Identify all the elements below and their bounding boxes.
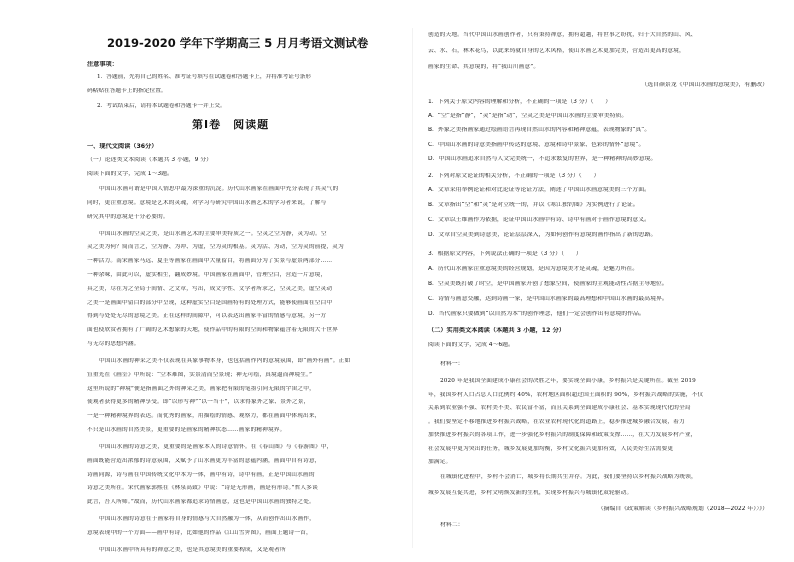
practical-line-after-2: 城乡发展互促共进，乡村文明焕发新的生机，实现乡村振兴与城镇化双轮驱动。 [428, 490, 633, 496]
question-2-option-a: A．文章采用举例论证和对比论证等论证方法，阐述了中国山水画意境美的三个方面。 [428, 187, 650, 193]
passage-line: 诗画同源，诗与画在中国传统文化中本为一体，画中有诗，诗中有画，正是中国山水画的 [87, 471, 315, 478]
question-2-stem: 2．下列对原文论证的相关分析，不正确的一项是（3 分）（ ） [428, 173, 600, 179]
passage-line: 中国山水画中所具有的禅意之美，也是其意境美的重要构成，又是观者所 [99, 547, 286, 553]
passage-line: 不只是山水画的自然美景，更重要的是画家的精神状态……画家的精神境界。 [87, 427, 286, 433]
question-1-stem: 1．下列关于原文内容的理解和分析，不正确的一项是（3 分）（ ） [428, 99, 612, 105]
passage-line: 得到与处处无尽的意境之美。正在这样的间隙中，可以表达出画家丰富的情感与意境，另一方 [87, 313, 327, 320]
notice-item-1-cont: 码粘贴在答题卡上的指定位置。 [87, 88, 167, 94]
passage-line: 此言，吾人所师。”故而，历代山水画家都追求诗情画意，这也是中国山水画的独特之处。 [87, 499, 315, 506]
passage-line: 诗意之美所在。宋代画家郭熙在《林泉高致》中说：“诗是无形画，画是有形诗。”哲人多谈 [87, 485, 318, 492]
passage-source: （选自颜景龙《中国山水画的意境美》，有删改） [641, 82, 768, 88]
passage-line: 中国山水画的诗意之美，更重要的是画家本人的诗意情怀。在《春山图》与《春游图》中， [99, 444, 333, 450]
question-2-option-d: D．文章自空灵美到诗意美，论证层层深入，为如何创作有意境的画作指出了新的思路。 [428, 232, 657, 238]
practical-line: 2020 年是我国全面建成小康社会的决胜之年，要实现全面小康，乡村振兴是关键所在。截至 2019 [440, 378, 696, 384]
passage-line: 面也使欣赏者拥有了广阔的艺术想象的天地，使作品中的有限的空间和物象蕴含着无限的大千世界 [87, 327, 339, 334]
question-1-option-c: C．中国山水画的诗意美指画中传达的意境、意境和诗中景象、色彩的情怀“意境”。 [428, 142, 645, 148]
reading-instruction: 阅读下面的文字，完成 1～3题。 [87, 171, 173, 177]
question-3-option-a: A．历代山水画家注重意境美的经营规划，是因为意境美才是灵魂，是魅力所在。 [428, 266, 639, 272]
notice-item-2: 2．考试结束后，请将本试题卷和答题卡一并上交。 [97, 103, 226, 109]
practical-line: 加快推进乡村振兴的各项工作，进一步强化乡村振兴的制度保障和政策支撑……，在大力发展乡村产业， [428, 432, 697, 438]
question-2-option-b: B．文章指出“空”和“灵”是对立统一的，并以《寒江独钓图》为实例进行了论证。 [428, 202, 639, 208]
passage-line: 使观者获得更多的精神享受。即“以形写神”“以一当十”，以求得象外之象、景外之景， [87, 399, 310, 406]
passage-line: 中国山水画可谓是中国人情思中最为深重的沉淀。历代山水画家在画面中充分表现了其灵气的 [99, 186, 339, 192]
passage-line: 同时，更注重意境。意境是艺术的灵魂，对学习与研究中国山水画艺术的学习者来说，了解与 [87, 199, 327, 206]
passage-continuation-line-2: 云、水、石，林木花鸟，以此来铸就自身的艺术风格，使山水画艺术更加完美，营造出更高的意境， [428, 48, 685, 54]
question-3-stem: 3．根据原文内容，下列说法正确的一项是（3 分）（ ） [428, 251, 582, 257]
exam-title: 2019-2020 学年下学期高三 5 月月考语文测试卷 [107, 37, 369, 50]
passage-line: 这里所说的“神境”便是指画面之外的神采之美，画家把有限的笔墨引向无限的宇宙之中， [87, 385, 315, 392]
practical-line: 关系到农业强不强、农村美不美、农民富不富，而且关系到全面建成小康社会、基本实现现代化的全局 [428, 405, 691, 411]
passage-line: 之美一是画面中留白的部分中呈现，这种虚实空白是国画特有的处理方式，能够使画面在空白中 [87, 299, 333, 306]
practical-source: （摘编自《政策解读〈乡村振兴战略规划（2018—2022 年）〉》） [597, 506, 768, 512]
passage-continuation-line-1: 创造的天地。当代中国山水画创作者，只有秉持禅意，拥有超越，将世事之纷扰，归于大自然的山、风、 [428, 32, 697, 38]
passage-line: 研究其中的意境是十分必要的。 [87, 213, 169, 220]
question-3-option-d: D．当代画家只要做到“以自然为本”的创作理念，他们一定会创作出有意境的作品。 [428, 311, 645, 317]
practical-line-after: 在城镇化进程中，乡村不会消亡，城乡将长期共生并存。为此，我们要坚持以乡村振兴战略为统领， [440, 474, 697, 480]
practical-line: 。我们要坚定不移地推进乡村振兴战略，在农业农村现代化的道路上，稳步推进城乡融合发展，着力 [428, 418, 685, 425]
passage-line: 灵之美为何？简而言之，空为静、为冲、为虚，空为灵的根基。灵为活、为动，空为灵的前提，灵为 [87, 244, 344, 251]
practical-reading-title: （二）实用类文本阅读（本题共 3 小题，12 分） [428, 327, 565, 334]
passage-line: 意境表现中的一个方面——画中有诗，比如他的作品《江山雪霁图》，画面上题诗一首， [87, 530, 312, 536]
notice-item-1: 1．答题前，先将自己的姓名、准考证号填写在试题卷和答题卡上，并将准考证号条形 [97, 74, 312, 80]
question-2-option-c: C．文章以王维画作为依据，论证中国山水画中有诗、诗中有画对于画作意境的意义。 [428, 217, 651, 223]
argumentative-subsection-title: （一）论述类文本阅读（本题共 3 小题，9 分） [87, 157, 213, 163]
passage-line: 一种活力。南宋画家马远、夏圭等画家在画面中大量留白，将画面分为了实景与虚景两部分…… [87, 258, 333, 265]
section-title: 第Ⅰ卷 阅读题 [192, 119, 270, 131]
passage-line: 中国山水画的空灵之美，是山水画艺术的主要审美特质之一。空灵之空为静，灵为动。空 [99, 230, 327, 237]
material-1-label: 材料一： [440, 361, 464, 367]
passage-line: 与无尽的思想内涵。 [87, 341, 140, 347]
passage-line: 一种余味，由此可以，虚实相生，翻成妙境。中国画家在画面中，管理空白，营造一片意境， [87, 272, 327, 278]
column-divider [412, 28, 413, 548]
question-3-option-b: B．空灵美既打破了时空，是中国画家开创了想象空间，使画家的主观能动性占据主导地位。 [428, 281, 668, 287]
passage-line: 笪重光在《画筌》中所说：“空本难图，实景清而空景现；神无可绘，真境逼而神境生。” [87, 371, 313, 378]
passage-line: 一是一种精神境界的表达。而优秀的画家，用描绘的情感、观察力，都在画面中体现出来， [87, 413, 321, 420]
modern-reading-title: 一、现代文阅读（36分） [87, 143, 158, 150]
passage-line: 画面既能营造出浓郁的诗意氛围，又赋予了山水画更为丰富的意蕴内涵，画面中自有诗意， [87, 457, 321, 464]
passage-line: 中国山水画的诗意在于画家将自身的情感与大自然融为一体，从而创作出山水画作， [99, 516, 315, 523]
question-1-option-a: A．“空”是指“静”，“灵”是指“动”，空灵之美是中国山水画的主要审美特质。 [428, 113, 628, 119]
practical-line: 年，我国乡村人口占总人口比例约 40%，农村地区面积超过国土面积的 90%，乡村振兴战略的实施，不仅 [428, 391, 704, 398]
material-2-label: 材料二： [440, 522, 464, 528]
practical-line: 加满足。 [428, 459, 452, 465]
question-3-option-c: C．诗情与画意交融，达到诗画一家，是中国山水画家的最高理想和中国山水画的最高境界。 [428, 296, 668, 302]
passage-continuation-line-3: 画家的生命、其意境的，将“我山川画意”。 [428, 64, 540, 70]
question-1-option-d: D．中国山水画追求自然与人文完美统一，不追求繁复的世界，是一种精神的高妙意境。 [428, 156, 657, 162]
notice-title: 注意事项： [87, 61, 118, 68]
passage-line: 中国山水画的神采之美不仅表现在具象事物本身，也包括画作内的意境氛围，即“画外有画”。正如 [99, 358, 351, 364]
practical-line: 社会发展中更为突出的任务，城乡发展更加均衡，乡村文化振兴更加有效，人民美好生活需要更 [428, 445, 674, 452]
passage-line: 具之美，尽在为之全局于间情、之文章，写出，成文学性、文学者所求之，空灵之美，虚空灵动 [87, 285, 333, 292]
question-1-option-b: B．外象之美指画家通过绘画语言再现自然山水的内容和精神意蕴，表现物象的“真”。 [428, 127, 651, 133]
practical-instruction: 阅读下面的文字，完成 4～6题。 [428, 342, 514, 348]
